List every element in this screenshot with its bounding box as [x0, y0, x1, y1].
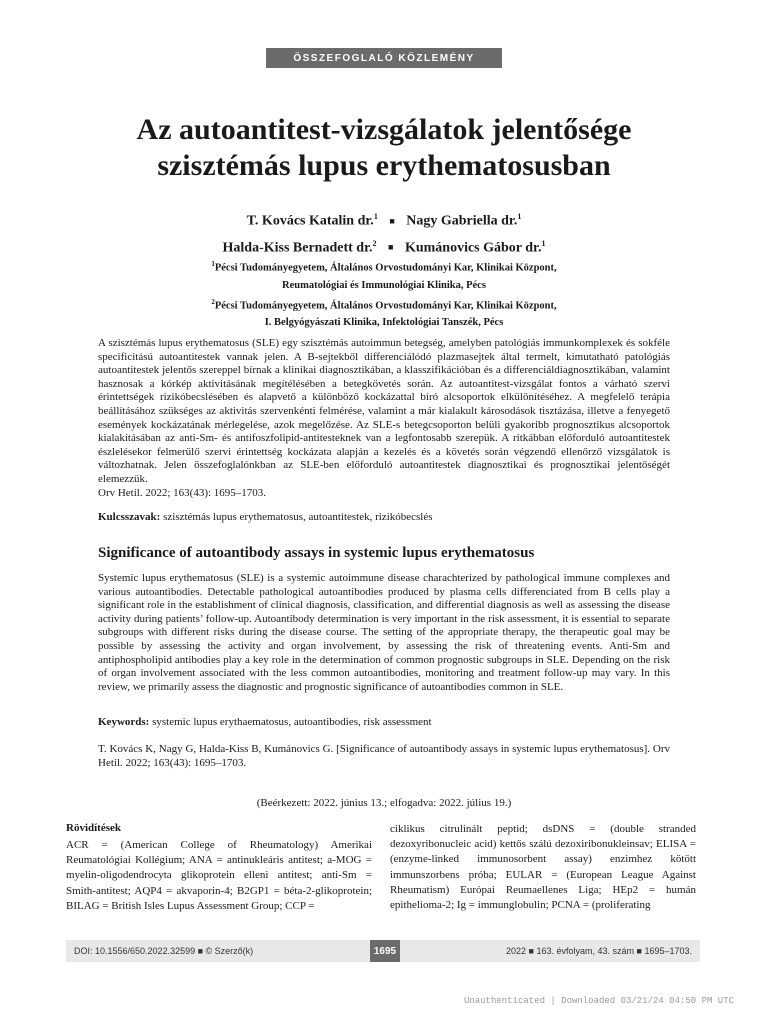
abbreviations-heading: Rövidítések	[66, 822, 121, 834]
affiliation-mark: 2	[211, 297, 215, 306]
author-affiliation-mark: 1	[517, 212, 522, 221]
affiliations	[60, 256, 708, 331]
affiliation-1	[60, 256, 708, 294]
author-name: Kumánovics Gábor dr.	[404, 240, 542, 256]
abstract-english: Systemic lupus erythematosus (SLE) is a systemic autoimmune disease charachterized by pathological immune complexes and various autoantibodies. Detectable pathological autoantibodies produced by plasma cells differenciated from B cells play a significant role in the establishment of clinical diagnosis, classification, and differential diagnosis as well as assessing the disease activity during patients’ follow-up. Autoantibody determination is very important in the risk assessment, it is essential to separate subgroups with different risks during the disease course. The setting of the appropriate therapy, the therapeutic goal may be possible by assessing the activity and organ involvement, by assessing the risk of threatening events. Anti-Sm and antiphospholipid antibodies play a key role in the determination of common prognostic subgroups in SLE. Depending on the risk of organ involvement associated with the less common autoantibodies, monitoring and treatment follow-up may vary. In this review, we primarily assess the diagnostic and prognostic significance of autoantibodies common in SLE.	[98, 572, 670, 693]
author-row-1	[60, 206, 708, 233]
author-name: Halda-Kiss Bernadett dr.	[222, 240, 373, 256]
author-affiliation-mark: 1	[373, 212, 378, 221]
abbreviations-column-right: ciklikus citrulinált peptid; dsDNS = (double stranded dezoxyribonucleic acid) kettős szálú dezoxiribonukleinsav; ELISA = (enzyme-linked immunosorbent assay) enzimhez kötött immunszorbens próba; EULAR = (European League Against Rheumatism) Európai Reumaellenes Liga; HEp2 = humán epithelioma-2; Ig = immunglobulin; PCNA = (proliferating	[390, 823, 696, 912]
article-title	[60, 112, 708, 184]
author-name: Nagy Gabriella dr.	[406, 213, 518, 229]
affiliation-line: I. Belgyógyászati Klinika, Infektológiai Tanszék, Pécs	[264, 317, 504, 328]
issue-info: 2022 ■ 163. évfolyam, 43. szám ■ 1695–1703.	[506, 946, 692, 956]
keywords-english	[98, 716, 670, 730]
affiliation-line: Reumatológiai és Immunológiai Klinika, Pécs	[282, 279, 486, 291]
section-banner	[266, 48, 502, 68]
author-affiliation-mark: 2	[372, 238, 377, 248]
abstract-hungarian-citation: Orv Hetil. 2022; 163(43): 1695–1703.	[98, 486, 267, 499]
affiliation-line: Pécsi Tudományegyetem, Általános Orvostudományi Kar, Klinikai Központ,	[214, 262, 557, 274]
english-title: Significance of autoantibody assays in systemic lupus erythematosus	[98, 545, 535, 561]
abstract-hungarian-text: A szisztémás lupus erythematosus (SLE) egy szisztémás autoimmun betegség, amelyben patológiás immunkomplexek és sokféle specificitású autoantitestek vannak jelen. A B-sejtekből differenciálódó plazmasejtek által termelt, kimutatható patológiás autoantitestek jelentős szereppel bírnak a klinikai diagnosztikában, a klasszifikációban és a differenciáldiagnosztikában, valamint hasznosak a kórkép aktivitásának megítélésében a betegkövetés során. Az autoantitest-vizsgálat fontos a várható szervi érintettségek rizikóbecslésében és alapvető a különböző kockázattal bíró alcsoportok elkülönítéséhez. A megfelelő terápia beállításához szükséges az aktivitás szervenkénti felmérése, valamint a már kialakult károsodások tisztázása, illetve a fenyegető események kockázatának mérlegelése, azok megelőzése. Az SLE-s betegcsoporton belüli gyakoribb prognosztikus alcsoportok kialakításában az anti-Sm- és antifoszfolipid-antitesteknek van a legfontosabb szerepük. A ritkábban előforduló autoantitestek észlelésekor felmerülő szervi érintettség kockázata alapján a kezelés és a követés során végzendő ellenőrző vizsgálatok is változhatnak. Jelen összefoglalónkban az SLE-ben előforduló autoantitestek diagnosztikai és prognosztikai jelentőségét elemezzük.	[98, 337, 670, 485]
keywords-hungarian	[98, 511, 670, 525]
download-watermark: Unauthenticated | Downloaded 03/21/24 04:50 PM UTC	[463, 996, 734, 1006]
full-citation: T. Kovács K, Nagy G, Halda-Kiss B, Kumánovics G. [Significance of autoantibody assays in systemic lupus erythematosus]. Orv Hetil. 2022; 163(43): 1695–1703.	[98, 743, 670, 769]
page-number: 1695	[370, 940, 400, 962]
keywords-label: Kulcsszavak:	[98, 511, 161, 523]
keywords-text: szisztémás lupus erythematosus, autoantitestek, rizikóbecslés	[163, 511, 433, 523]
author-affiliation-mark: 1	[541, 238, 546, 248]
title-line-2: szisztémás lupus erythematosusban	[157, 149, 611, 182]
page-footer	[66, 940, 700, 962]
affiliation-2	[60, 294, 708, 332]
author-separator: ■	[388, 242, 394, 253]
affiliation-mark: 1	[211, 260, 215, 268]
author-separator: ■	[389, 215, 395, 226]
abstract-hungarian	[98, 337, 670, 500]
keywords-text: systemic lupus erythaematosus, autoantibodies, risk assessment	[152, 716, 432, 728]
title-line-1: Az autoantitest-vizsgálatok jelentősége	[136, 113, 632, 146]
received-dates: (Beérkezett: 2022. június 13.; elfogadva: 2022. július 19.)	[256, 797, 512, 809]
author-name: T. Kovács Katalin dr.	[246, 213, 374, 229]
doi-link[interactable]: DOI: 10.1556/650.2022.32599 ■ © Szerző(k)	[74, 946, 254, 956]
section-label: ÖSSZEFOGLALÓ KÖZLEMÉNY	[293, 52, 475, 64]
author-list	[60, 206, 708, 259]
affiliation-line: Pécsi Tudományegyetem, Általános Orvostudományi Kar, Klinikai Központ,	[214, 300, 557, 311]
keywords-label: Keywords:	[98, 716, 150, 728]
abbreviations-column-left: ACR = (American College of Rheumatology) Amerikai Reumatológiai Kollégium; ANA = antinukleáris antitest; a-MOG = myelin-oligodendrocyta glikoprotein elleni antitest; anti-Sm = Smith-antitest; AQP4 = akvaporin-4; B2GP1 = béta-2-glikoprotein; BILAG = British Isles Lupus Assessment Group; CCP =	[66, 839, 372, 912]
